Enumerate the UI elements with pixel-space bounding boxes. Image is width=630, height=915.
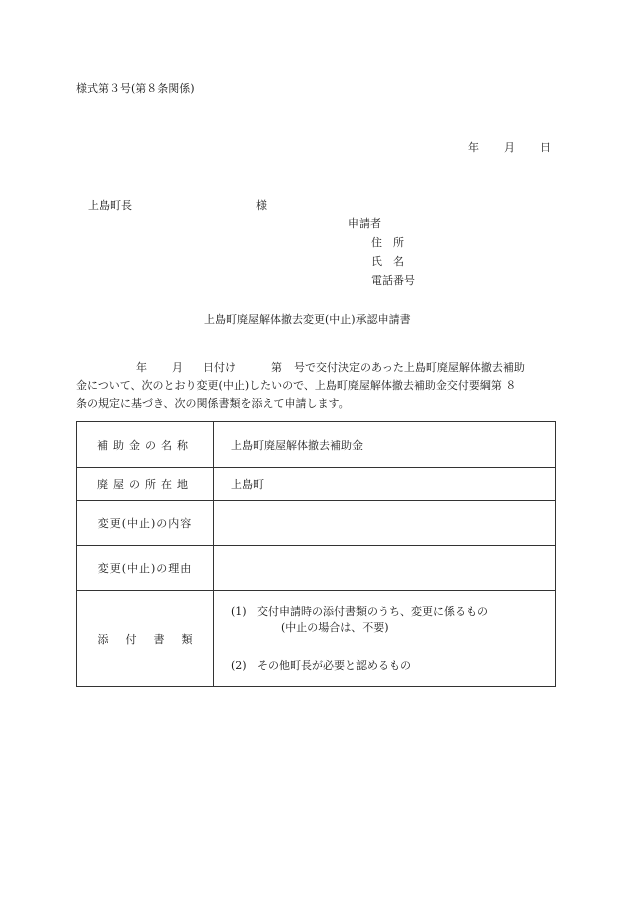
row-label-cell [77,591,214,687]
addressee-name: 上島町長 [88,199,132,212]
applicant-phone-label: 電話番号 [371,274,415,287]
table-row [77,468,556,501]
change-content-value [214,501,556,546]
table-row [77,501,556,546]
body-line-1-rest: 号で交付決定のあった上島町廃屋解体撤去補助 [294,361,525,374]
row-label-cell [77,468,214,501]
body-line-3: 条の規定に基づき、次の関係書類を添えて申請します。 [76,397,350,410]
attachment-spacer [231,636,555,658]
attachment-text-1: 交付申請時の添付書類のうち、変更に係るもの [257,604,488,618]
body-line-2: 金について、次のとおり変更(中止)したいので、上島町廃屋解体撤去補助金交付要綱第 ８ [76,379,517,392]
application-table [76,421,556,687]
date-day: 日 [540,141,551,154]
table-row [77,546,556,591]
body-paragraph [76,359,558,413]
body-month: 月 [172,361,183,374]
date-year: 年 [468,141,479,154]
date-month: 月 [504,141,515,154]
subsidy-name-label: 補助金の名称 [97,438,193,452]
addressee-suffix: 様 [256,199,267,212]
table-row [77,422,556,468]
attachment-item-2 [231,658,555,674]
change-content-label: 変更(中止)の内容 [97,517,193,530]
row-label-cell [77,546,214,591]
change-reason-value [214,546,556,591]
change-reason-label: 変更(中止)の理由 [97,562,193,575]
subsidy-name-value: 上島町廃屋解体撤去補助金 [214,422,556,468]
body-day: 日付け [203,361,236,374]
row-label-cell [77,422,214,468]
applicant-heading: 申請者 [348,217,381,230]
attachment-note-1: (中止の場合は、不要) [281,620,389,634]
body-line-1 [76,359,558,377]
attachment-item-1 [231,604,555,620]
attachments-label: 添付書類 [97,632,210,646]
document-title: 上島町廃屋解体撤去変更(中止)承認申請書 [204,313,411,326]
row-label-cell [77,501,214,546]
location-label: 廃屋の所在地 [97,478,193,491]
attachments-cell [214,591,556,687]
location-value: 上島町 [214,468,556,501]
form-id: 様式第３号(第８条関係) [76,82,195,95]
body-year: 年 [136,361,147,374]
applicant-name-label: 氏 名 [371,255,404,268]
applicant-address-label: 住 所 [371,236,404,249]
attachment-num-2: (2) [231,658,247,672]
attachment-text-2: その他町長が必要と認めるもの [257,658,411,672]
body-no: 第 [271,361,282,374]
table-row [77,591,556,687]
attachment-num-1: (1) [231,604,247,618]
